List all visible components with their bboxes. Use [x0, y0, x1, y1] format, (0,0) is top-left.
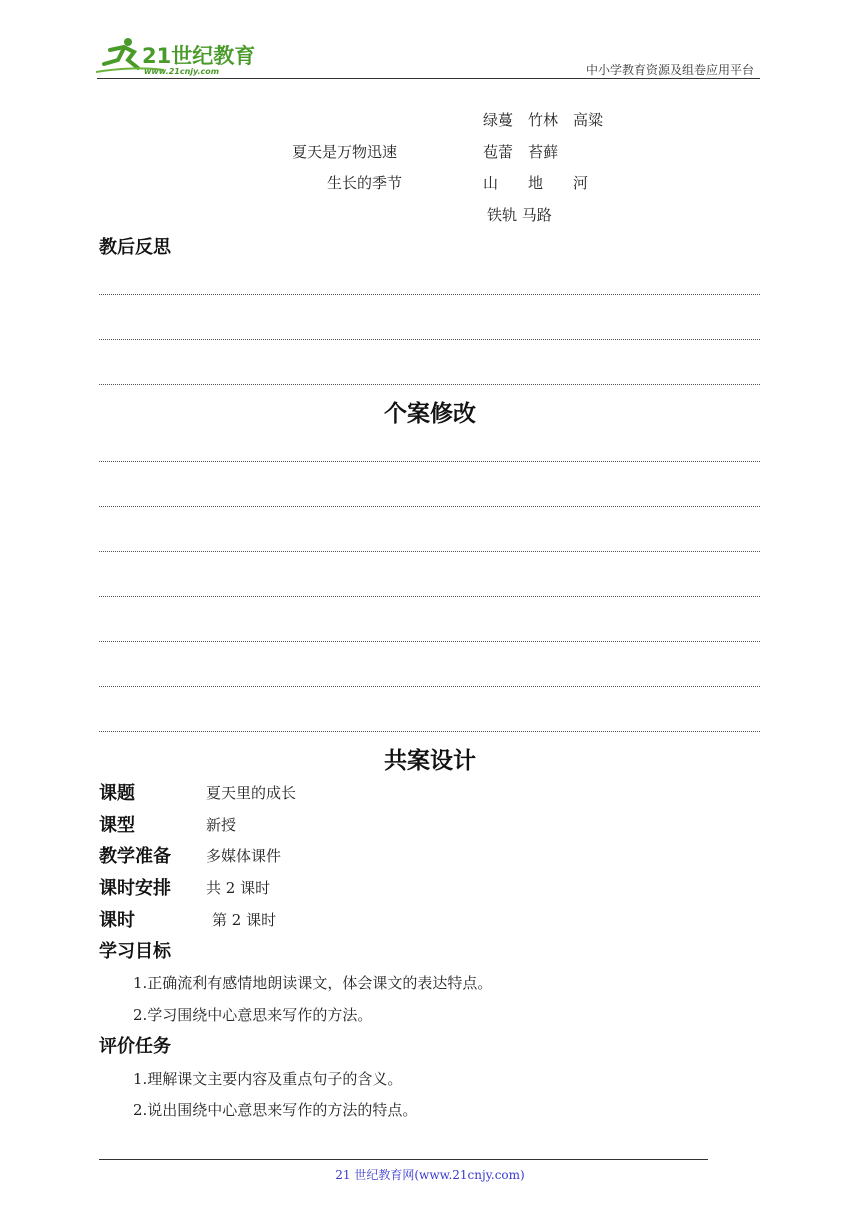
- reflection-line: [99, 339, 760, 340]
- revision-line: [99, 686, 760, 687]
- revision-line: [99, 641, 760, 642]
- site-logo[interactable]: [94, 36, 259, 78]
- task-item: 1.理解课文主要内容及重点句子的含义。: [133, 1070, 403, 1088]
- goal-item: 1.正确流利有感情地朗读课文，体会课文的表达特点。: [133, 974, 493, 992]
- shared-design-title: 共案设计: [384, 748, 476, 774]
- logo-text: 21世纪教育: [142, 44, 256, 68]
- header-platform-text: 中小学教育资源及组卷应用平台: [585, 63, 754, 77]
- logo-url-text: www.21cnjy.com: [144, 67, 220, 76]
- header-divider: [97, 78, 760, 79]
- board-left-line-2: 生长的季节: [327, 174, 403, 192]
- topic-label: 课题: [99, 783, 135, 804]
- task-item: 2.说出围绕中心意思来写作的方法的特点。: [133, 1101, 418, 1119]
- lesson-type-label: 课型: [99, 815, 135, 836]
- preparation-label: 教学准备: [99, 846, 171, 867]
- revision-line: [99, 461, 760, 462]
- board-right-line-3: 山 地 河: [483, 174, 589, 192]
- footer-divider: [99, 1159, 708, 1160]
- board-right-line-2: 苞蕾 苔藓: [483, 143, 559, 161]
- lesson-type-value: 新授: [206, 816, 237, 834]
- reflection-line: [99, 294, 760, 295]
- board-right-line-4: 铁轨 马路: [487, 206, 552, 224]
- schedule-value: 共 2 课时: [206, 879, 271, 897]
- board-right-line-1: 绿蔓 竹林 高粱: [483, 111, 604, 129]
- goal-item: 2.学习围绕中心意思来写作的方法。: [133, 1006, 373, 1024]
- preparation-value: 多媒体课件: [206, 847, 282, 865]
- goals-heading: 学习目标: [99, 941, 171, 962]
- revision-line: [99, 551, 760, 552]
- revision-line: [99, 596, 760, 597]
- topic-value: 夏天里的成长: [206, 784, 297, 802]
- board-left-line-1: 夏天是万物迅速: [292, 143, 398, 161]
- revision-line: [99, 731, 760, 732]
- tasks-heading: 评价任务: [99, 1036, 171, 1057]
- personal-revision-title: 个案修改: [384, 401, 476, 427]
- reflection-line: [99, 384, 760, 385]
- revision-line: [99, 506, 760, 507]
- schedule-label: 课时安排: [99, 878, 171, 899]
- period-label: 课时: [99, 910, 135, 931]
- period-value: 第 2 课时: [212, 911, 277, 929]
- footer-link[interactable]: 21 世纪教育网(www.21cnjy.com): [335, 1168, 525, 1182]
- runner-logo-icon: [94, 36, 259, 78]
- reflection-heading: 教后反思: [99, 237, 171, 258]
